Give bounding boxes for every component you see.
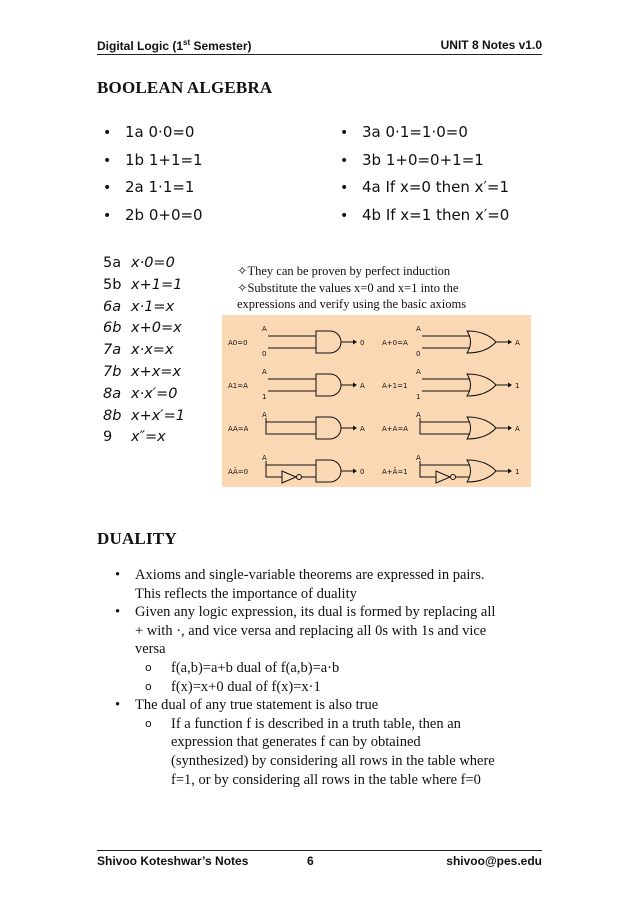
gate-input-label: A <box>416 411 421 419</box>
or-gate-icon <box>467 460 496 482</box>
circle-bullet-icon: o <box>145 716 152 730</box>
arrow-icon <box>508 469 512 474</box>
arrow-icon <box>508 426 512 431</box>
arrow-icon <box>353 383 357 388</box>
wire <box>420 461 436 477</box>
gate-input-label: 0 <box>262 350 267 358</box>
gate-input-label: A <box>416 325 421 333</box>
gate-input-label: A <box>262 411 267 419</box>
and-gate-icon <box>316 331 341 353</box>
theorem-row: 8b x+x′=1 <box>103 407 185 424</box>
or-gate-icon <box>467 374 496 396</box>
theorem-row: 8a x·x′=0 <box>103 385 178 402</box>
gate-expression-label: A0=0 <box>228 339 248 347</box>
sub-list-item: o f(a,b)=a+b dual of f(a,b)=a·b <box>145 659 340 676</box>
gate-expression-label: A+A=A <box>382 425 409 433</box>
gate-input-label: A <box>262 454 267 462</box>
arrow-icon <box>353 340 357 345</box>
gate-input-label: A <box>262 325 267 333</box>
circle-bullet-icon: o <box>145 660 152 674</box>
axiom-item: • 1a 0·0=0 <box>103 123 195 141</box>
or-gate-icon <box>467 417 496 439</box>
page-number: 6 <box>307 854 314 868</box>
axiom-item: • 1b 1+1=1 <box>103 150 203 169</box>
bullet-icon: • <box>115 697 121 714</box>
gate-expression-label: A+1=1 <box>382 382 408 390</box>
arrow-icon <box>508 340 512 345</box>
theorem-row: 6a x·1=x <box>103 298 175 315</box>
arrow-icon <box>508 383 512 388</box>
note-line: ✧They can be proven by perfect induction <box>237 264 451 278</box>
wire <box>266 461 282 477</box>
bullet-icon: • <box>115 604 121 621</box>
note-line: expressions and verify using the basic axioms <box>237 297 467 311</box>
wire <box>420 418 470 434</box>
gate-output-label: A <box>360 382 365 390</box>
gate-output-label: A <box>515 339 520 347</box>
gate-expression-label: A+0=A <box>382 339 408 347</box>
theorem-row: 9 x″=x <box>103 429 166 446</box>
axiom-item: • 3b 1+0=0+1=1 <box>340 150 484 169</box>
list-item: • The dual of any true statement is also true <box>115 697 379 714</box>
gate-output-label: 0 <box>360 468 365 476</box>
gate-input-label: A <box>416 368 421 376</box>
axiom-item: • 4b If x=1 then x′=0 <box>340 205 510 224</box>
axiom-item: • 2a 1·1=1 <box>103 178 195 196</box>
duality-list <box>115 566 555 789</box>
axiom-item: • 2b 0+0=0 <box>103 205 203 224</box>
page-header <box>97 36 542 55</box>
gate-input-label: A <box>262 368 267 376</box>
circle-bullet-icon: o <box>145 679 152 693</box>
or-gate-icon <box>467 331 496 353</box>
gate-expression-label: A1=A <box>228 382 248 390</box>
sub-list-item: o If a function f is described in a truth table, then an expression that generates f can by obtained (synthesized) by considering all rows in the table where f=1, or by considering all rows in the table where f=0 <box>145 715 495 788</box>
gate-input-label: 0 <box>416 350 421 358</box>
gate-output-label: 1 <box>515 382 520 390</box>
gate-diagram-panel <box>222 315 531 487</box>
axiom-item: • 4a If x=0 then x′=1 <box>340 178 510 196</box>
theorems-list <box>103 253 185 449</box>
axiom-item: • 3a 0·1=1·0=0 <box>340 123 468 141</box>
and-gate-icon <box>316 374 341 396</box>
and-gate-icon <box>316 417 341 439</box>
and-gate-icon <box>316 460 341 482</box>
wire <box>420 461 470 465</box>
list-item: • Given any logic expression, its dual is formed by replacing all + with ·, and vice versa and replacing all 0s with 1s and vice versa <box>115 604 496 658</box>
gate-expression-label: AA=A <box>228 425 249 433</box>
axioms-left-list <box>103 119 203 229</box>
bullet-icon: • <box>115 567 121 583</box>
axioms-right-list <box>340 119 509 229</box>
arrow-icon <box>353 426 357 431</box>
section-title-duality: DUALITY <box>97 529 177 548</box>
gate-expression-label: A+Ā=1 <box>382 468 408 476</box>
section-title-boolean-algebra: BOOLEAN ALGEBRA <box>97 78 273 97</box>
unit-label: UNIT 8 Notes v1.0 <box>440 38 542 52</box>
inverter-icon <box>282 471 296 483</box>
proof-note <box>237 263 466 313</box>
theorem-row: 5b x+1=1 <box>103 276 183 293</box>
note-line: ✧Substitute the values x=0 and x=1 into the <box>237 280 459 295</box>
gate-input-label: 1 <box>262 393 267 401</box>
gate-output-label: A <box>360 425 365 433</box>
gate-input-label: A <box>416 454 421 462</box>
theorem-row: 6b x+0=x <box>103 320 182 337</box>
theorem-row: 7b x+x=x <box>103 363 182 380</box>
course-title: Digital Logic (1st Semester) <box>97 38 252 53</box>
theorem-row: 7a x·x=x <box>103 342 174 359</box>
gate-diagrams <box>222 315 531 487</box>
sub-list-item: o f(x)=x+0 dual of f(x)=x·1 <box>145 678 321 695</box>
gate-output-label: A <box>515 425 520 433</box>
arrow-icon <box>353 469 357 474</box>
wire <box>266 418 316 434</box>
gate-output-label: 1 <box>515 468 520 476</box>
footer-email: shivoo@pes.edu <box>446 854 542 868</box>
gate-input-label: 1 <box>416 393 421 401</box>
footer-author: Shivoo Koteshwar’s Notes <box>97 854 249 868</box>
theorem-row: 5a x·0=0 <box>103 255 175 271</box>
gate-output-label: 0 <box>360 339 365 347</box>
page-footer <box>97 850 542 871</box>
inverter-icon <box>436 471 450 483</box>
list-item: • Axioms and single-variable theorems are expressed in pairs. This reflects the importance of duality <box>115 567 485 602</box>
wire <box>266 461 316 465</box>
gate-expression-label: AĀ=0 <box>228 468 249 476</box>
